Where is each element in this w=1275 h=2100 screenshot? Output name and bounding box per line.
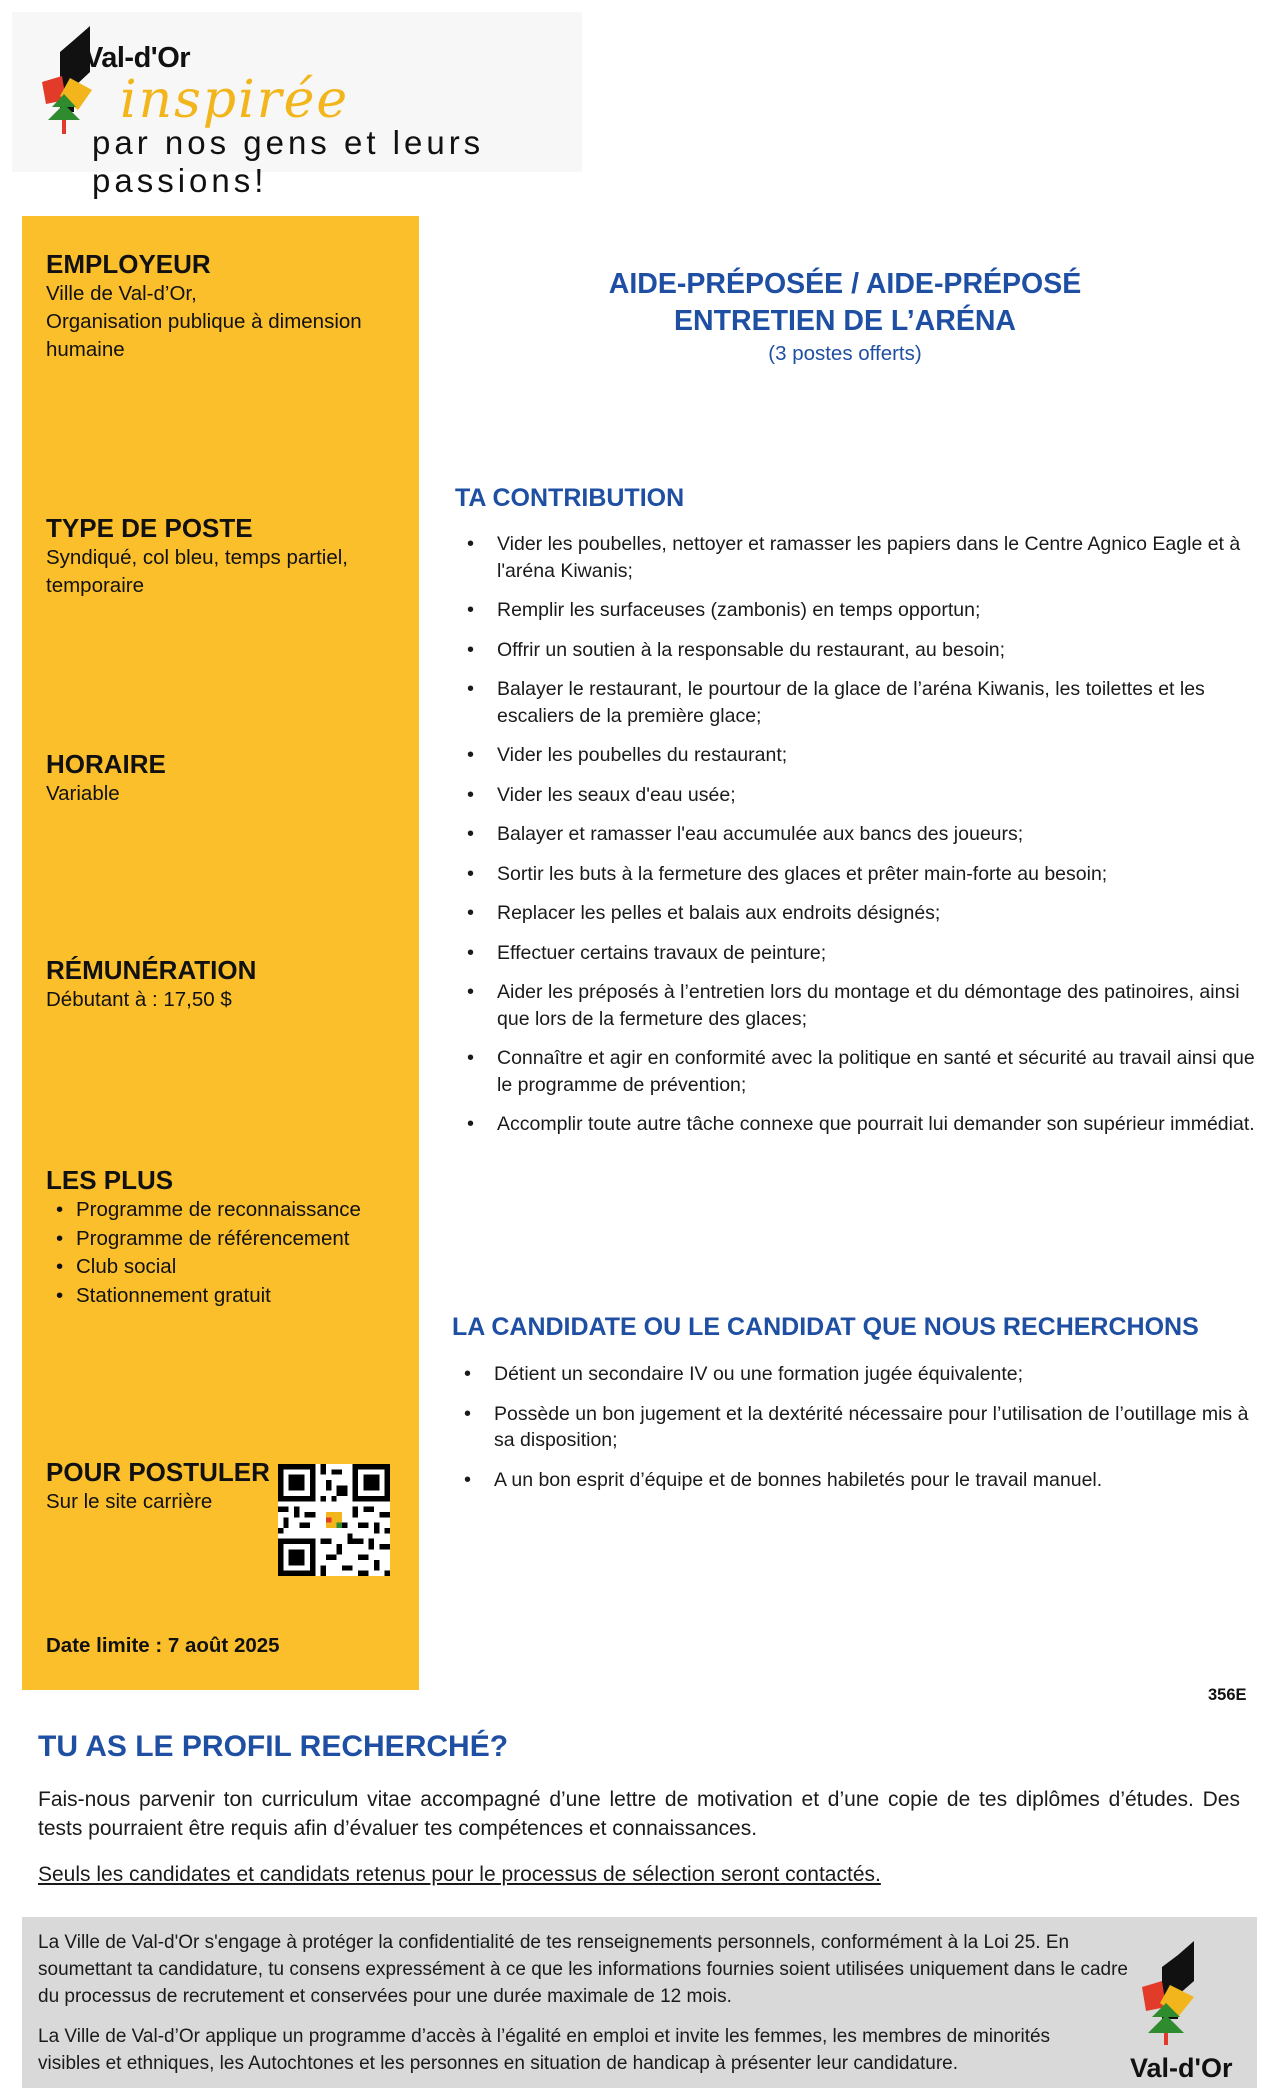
employer-line: Ville de Val-d’Or, bbox=[46, 282, 197, 305]
pay-heading: RÉMUNÉRATION bbox=[46, 955, 257, 985]
list-item: • Vider les poubelles, nettoyer et ramasser les papiers dans le Centre Agnico Eagle et à l'aréna Kiwanis; bbox=[455, 531, 1255, 584]
list-item: • Remplir les surfaceuses (zambonis) en temps opportun; bbox=[455, 597, 1255, 624]
logo-slogan: inspirée bbox=[120, 70, 350, 130]
list-item: • Possède un bon jugement et la dextérité nécessaire pour l’utilisation de l’outillage mis à sa disposition; bbox=[452, 1401, 1257, 1454]
list-item: • Vider les seaux d'eau usée; bbox=[455, 782, 1255, 809]
privacy-notice: La Ville de Val-d'Or s'engage à protéger la confidentialité de tes renseignements personnels, conformément à la Loi 25. En soumettant ta candidature, tu consens expressément à ce que les informations fournies soient utilisées uniquement dans le cadre du processus de recrutement et conservées pour une durée maximale de 12 mois. bbox=[38, 1932, 1128, 2007]
list-item: • Offrir un soutien à la responsable du restaurant, au besoin; bbox=[455, 637, 1255, 664]
profile-heading: TU AS LE PROFIL RECHERCHÉ? bbox=[38, 1730, 509, 1763]
job-title-line2: ENTRETIEN DE L’ARÉNA bbox=[673, 305, 1017, 337]
job-type-line: temporaire bbox=[46, 574, 144, 597]
list-item: • Balayer le restaurant, le pourtour de la glace de l’aréna Kiwanis, les toilettes et les escaliers de la première glace; bbox=[455, 676, 1255, 729]
employer-line: Organisation publique à dimension bbox=[46, 310, 362, 333]
pay-value: Débutant à : 17,50 $ bbox=[46, 988, 232, 1011]
list-item: • A un bon esprit d’équipe et de bonnes habiletés pour le travail manuel. bbox=[452, 1467, 1257, 1494]
candidate-list bbox=[452, 1361, 1257, 1506]
employer-line: humaine bbox=[46, 338, 125, 361]
employer-heading: EMPLOYEUR bbox=[46, 249, 211, 279]
footer-notice bbox=[22, 1917, 1257, 2088]
apply-text: Sur le site carrière bbox=[46, 1490, 213, 1513]
job-title-block bbox=[440, 266, 1250, 368]
positions-count: (3 postes offerts) bbox=[768, 342, 922, 365]
perks-list bbox=[46, 1196, 406, 1310]
perk-item: • Programme de référencement bbox=[46, 1225, 406, 1254]
logo-tagline: par nos gens et leurs passions! bbox=[92, 124, 485, 199]
contribution-list bbox=[455, 531, 1255, 1151]
perk-item: • Stationnement gratuit bbox=[46, 1282, 406, 1311]
list-item: • Sortir les buts à la fermeture des glaces et prêter main-forte au besoin; bbox=[455, 861, 1255, 888]
job-type-heading: TYPE DE POSTE bbox=[46, 513, 253, 543]
perks-section bbox=[46, 1164, 406, 1310]
footer-logo-text: Val-d'Or bbox=[1130, 2053, 1233, 2083]
posting-code: 356E bbox=[1208, 1686, 1247, 1704]
job-type-section bbox=[46, 512, 406, 600]
pay-section bbox=[46, 954, 406, 1014]
logo-brand: Val-d'Or bbox=[84, 42, 191, 74]
application-deadline: Date limite : 7 août 2025 bbox=[46, 1634, 280, 1657]
list-item: • Connaître et agir en conformité avec la politique en santé et sécurité au travail ainsi que le programme de prévention; bbox=[455, 1045, 1255, 1098]
job-sidebar bbox=[22, 216, 419, 1690]
contribution-heading: TA CONTRIBUTION bbox=[455, 484, 685, 512]
list-item: • Effectuer certains travaux de peinture; bbox=[455, 940, 1255, 967]
employer-section bbox=[46, 248, 406, 364]
list-item: • Aider les préposés à l’entretien lors du montage et du démontage des patinoires, ainsi que lors de la fermeture des glaces; bbox=[455, 979, 1255, 1032]
schedule-section bbox=[46, 748, 406, 808]
candidate-heading: LA CANDIDATE OU LE CANDIDAT QUE NOUS RECHERCHONS bbox=[452, 1313, 1199, 1341]
header-logo bbox=[12, 12, 582, 199]
job-title: AIDE-PRÉPOSÉE / AIDE-PRÉPOSÉ bbox=[608, 268, 1082, 300]
profile-text: Fais-nous parvenir ton curriculum vitae accompagné d’une lettre de motivation et d’une copie de tes diplômes d’études. Des tests pourraient être requis afin d’évaluer tes compétences et connaissances. bbox=[38, 1788, 1240, 1840]
schedule-heading: HORAIRE bbox=[46, 749, 166, 779]
equality-notice: La Ville de Val-d’Or applique un programme d’accès à l’égalité en emploi et invite les femmes, les membres de minorités visibles et ethniques, les Autochtones et les personnes en situation de handicap à présenter leur candidature. bbox=[38, 2026, 1051, 2074]
perk-item: • Programme de reconnaissance bbox=[46, 1196, 406, 1225]
qr-code-icon[interactable] bbox=[278, 1464, 390, 1576]
selection-note: Seuls les candidates et candidats retenus pour le processus de sélection seront contactés. bbox=[38, 1863, 881, 1886]
list-item: • Accomplir toute autre tâche connexe que pourrait lui demander son supérieur immédiat. bbox=[455, 1111, 1255, 1138]
list-item: • Balayer et ramasser l'eau accumulée aux bancs des joueurs; bbox=[455, 821, 1255, 848]
apply-heading: POUR POSTULER bbox=[46, 1457, 270, 1487]
list-item: • Vider les poubelles du restaurant; bbox=[455, 742, 1255, 769]
list-item: • Détient un secondaire IV ou une formation jugée équivalente; bbox=[452, 1361, 1257, 1388]
perks-heading: LES PLUS bbox=[46, 1165, 174, 1195]
schedule-value: Variable bbox=[46, 782, 120, 805]
list-item: • Replacer les pelles et balais aux endroits désignés; bbox=[455, 900, 1255, 927]
job-type-line: Syndiqué, col bleu, temps partiel, bbox=[46, 546, 348, 569]
perk-item: • Club social bbox=[46, 1253, 406, 1282]
